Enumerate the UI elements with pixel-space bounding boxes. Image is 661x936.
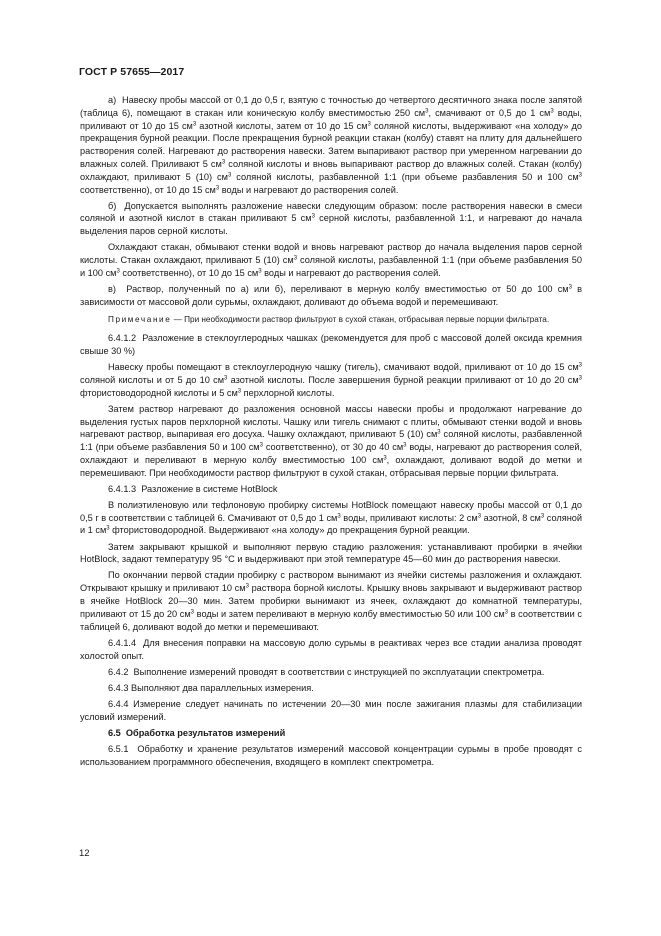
document-body <box>80 94 582 772</box>
para-hotblock-2: Затем закрывают крышкой и выполняют первую стадию разложения: устанавливают пробирки в ячейки HotBlock, задают температуру 95 °С и выдерживают при этой температуре 45—60 мин до растворения навески. <box>80 541 582 565</box>
clause-6-4-3: 6.4.3 Выполняют два параллельных измерения. <box>108 682 314 693</box>
clause-6-4-4: 6.4.4 Измерение следует начинать по истечении 20—30 мин после зажигания плазмы для стабилизации условий измерений. <box>80 698 582 722</box>
page-number: 12 <box>79 848 90 859</box>
para-hotblock-3: По окончании первой стадии пробирку с раствором вынимают из ячейки системы разложения и охлаждают. Открывают крышку и приливают 10 $см^3$ раствора борной кислоты. Крышку вновь закрывают и выдерживают раствор в ячейке HotBlock 20—30 мин. Затем пробирки вынимают из ячеек, охлаждают до комнатной температуры, приливают от 15 до 20 $см^3$ воды и затем переливают в мерную колбу вместимостью 50 или 100 $см^3$ в соответствии с таблицей 6, доливают водой до метки и перемешивают. <box>80 570 582 632</box>
para-a: а) Навеску пробы массой от 0,1 до 0,5 г, взятую с точностью до четвертого десятичного знака после запятой (таблица 6), помещают в стакан или коническую колбу вместимостью 250 $см^3$, смачивают от 0,5 до 1 $см^3$ воды, приливают от 10 до 15 $см^3$ азотной кислоты, затем от 10 до 15 $см^3$ соляной кислоты, выдерживают «на холоду» до прекращения бурной реакции. После прекращения бурной реакции стакан (колбу) ставят на плиту для дальнейшего растворения солей. Нагревают до растворения навески. Затем выпаривают раствор при умеренном нагревании до влажных солей. Приливают 5 $см^3$ соляной кислоты и вновь выпаривают раствор до влажных солей. Стакан (колбу) охлаждают, приливают 5 (10) $см^3$ соляной кислоты, разбавленной 1:1 (при объеме разбавления 50 и 100 $см^3$ соответственно), от 10 до 15 $см^3$ воды и нагревают до растворения солей. <box>80 95 582 195</box>
clause-6-4-1-4: 6.4.1.4 Для внесения поправки на массовую долю сурьмы в реактивах через все стадии анализа проводят холостой опыт. <box>80 637 582 661</box>
para-b: б) Допускается выполнять разложение навески следующим образом: после растворения навески в смеси соляной и азотной кислот в стакан приливают 5 $см^3$ серной кислоты, разбавленной 1:1, и нагревают до начала выделения паров серной кислоты. <box>80 200 582 237</box>
para-cups-2: Затем раствор нагревают до разложения основной массы навески пробы и продолжают нагревание до выделения густых паров перхлорной кислоты. Чашку или тигель снимают с плиты, обмывают стенки водой и вновь нагревают раствор, выпаривая его досуха. Чашку охлаждают, приливают 5 (10) $см^3$ соляной кислоты, разбавленной 1:1 (при объеме разбавления 50 и 100 $см^3$ соответственно), от 30 до 40 $см^3$ воды, нагревают до растворения солей, охлаждают и переливают в мерную колбу вместимостью 100 $см^3$, охлаждают, доливают водой до метки и перемешивают. При необходимости раствор фильтруют в сухой стакан, отбрасывая первые порции фильтрата. <box>80 403 583 478</box>
para-hotblock-1: В полиэтиленовую или тефлоновую пробирку системы HotBlock помещают навеску пробы массой от 0,1 до 0,5 г в соответствии с таблицей 6. Смачивают от 0,5 до 1 $см^3$ воды, приливают кислоты: 2 $см^3$ азотной, 8 $см^3$ соляной и 1 $см^3$ фтористоводородной. Выдерживают «на холоду» до прекращения бурной реакции. <box>80 499 583 536</box>
para-v: в) Раствор, полученный по а) или б), переливают в мерную колбу вместимостью от 50 до 100 $см^3$ в зависимости от массовой доли сурьмы, охлаждают, доливают до объема водой и перемешивают. <box>80 284 583 307</box>
para-cups-1: Навеску пробы помещают в стеклоуглеродную чашку (тигель), смачивают водой, приливают от 10 до 15 $см^3$ соляной кислоты и от 5 до 10 $см^3$ азотной кислоты. После завершения бурной реакции приливают от 10 до 20 $см^3$ фтористоводородной кислоты и 5 $см^3$ перхлорной кислоты. <box>80 362 582 398</box>
document-header: ГОСТ Р 57655—2017 <box>79 66 185 78</box>
para-b-cont: Охлаждают стакан, обмывают стенки водой и вновь нагревают раствор до начала выделения паров серной кислоты. Стакан охлаждают, приливают 5 (10) $см^3$ соляной кислоты, разбавленной 1:1 (при объеме разбавления 50 и 100 $см^3$ соответственно), от 10 до 15 $см^3$ воды и нагревают до растворения солей. <box>80 242 582 278</box>
clause-6-5-1: 6.5.1 Обработку и хранение результатов измерений массовой концентрации сурьмы в пробе проводят с использованием программного обеспечения, входящего в комплект спектрометра. <box>80 743 582 767</box>
section-6-5-title: 6.5 Обработка результатов измерений <box>108 727 286 738</box>
clause-6-4-1-2: 6.4.1.2 Разложение в стеклоуглеродных чашках (рекомендуется для проб с массовой долей оксида кремния свыше 30 %) <box>80 333 582 356</box>
note: Примечание — При необходимости раствор фильтруют в сухой стакан, отбрасывая первые порции фильтрата. <box>108 314 550 324</box>
clause-6-4-2: 6.4.2 Выполнение измерений проводят в соответствии с инструкцией по эксплуатации спектрометра. <box>108 666 545 677</box>
clause-6-4-1-3: 6.4.1.3 Разложение в системе HotBlock <box>108 483 278 494</box>
